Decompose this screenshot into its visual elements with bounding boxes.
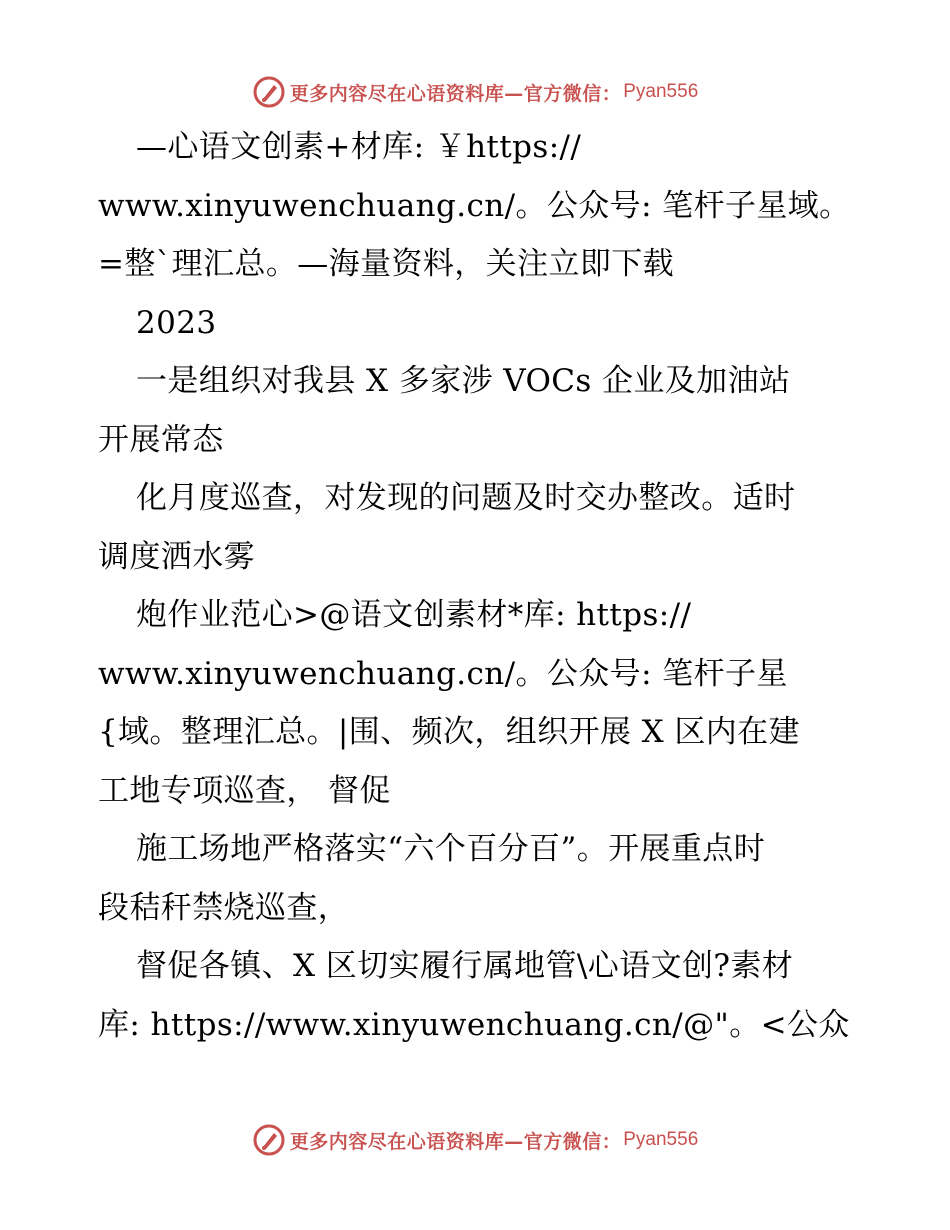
pen-logo-icon <box>252 1123 286 1157</box>
text-line: {域。整理汇总。|围、频次，组织开展 X 区内在建 <box>98 714 800 750</box>
text-line: 一是组织对我县 X 多家涉 VOCs 企业及加油站 <box>136 363 791 399</box>
text-line: 库: https://www.xinyuwenchuang.cn/@"。<公众 <box>98 1006 850 1043</box>
text-line: 调度洒水雾 <box>98 538 255 575</box>
text-line: www.xinyuwenchuang.cn/。公众号: 笔杆子星域。 <box>98 187 851 224</box>
document-body <box>98 118 878 1054</box>
watermark-wechat-id: Pyan556 <box>623 1129 699 1150</box>
text-line: 督促各镇、X 区切实履行属地管\心语文创?素材 <box>136 948 794 984</box>
text-line: 段秸秆禁烧巡查， <box>98 889 350 926</box>
footer-watermark <box>0 1120 950 1160</box>
watermark-wechat-id: Pyan556 <box>623 81 699 102</box>
text-line: 2023 <box>136 304 217 341</box>
text-line: 开展常态 <box>98 421 224 458</box>
watermark-text: 更多内容尽在心语资料库—官方微信： <box>289 1130 622 1153</box>
pen-logo-icon <box>252 75 286 109</box>
text-line: 工地专项巡查， 督促 <box>98 772 391 809</box>
text-line: =整ˋ理汇总。—海量资料，关注立即下载 <box>98 246 675 282</box>
text-line: —心语文创素+材库: ￥https:// <box>136 129 582 165</box>
header-watermark <box>0 72 950 112</box>
text-line: 化月度巡查，对发现的问题及时交办整改。适时 <box>136 480 796 516</box>
watermark-text: 更多内容尽在心语资料库—官方微信： <box>289 82 622 105</box>
text-line: 炮作业范心>@语文创素材*库: https:// <box>136 597 692 633</box>
text-line: 施工场地严格落实“六个百分百”。开展重点时 <box>136 831 766 867</box>
text-line: www.xinyuwenchuang.cn/。公众号: 笔杆子星 <box>98 655 788 692</box>
